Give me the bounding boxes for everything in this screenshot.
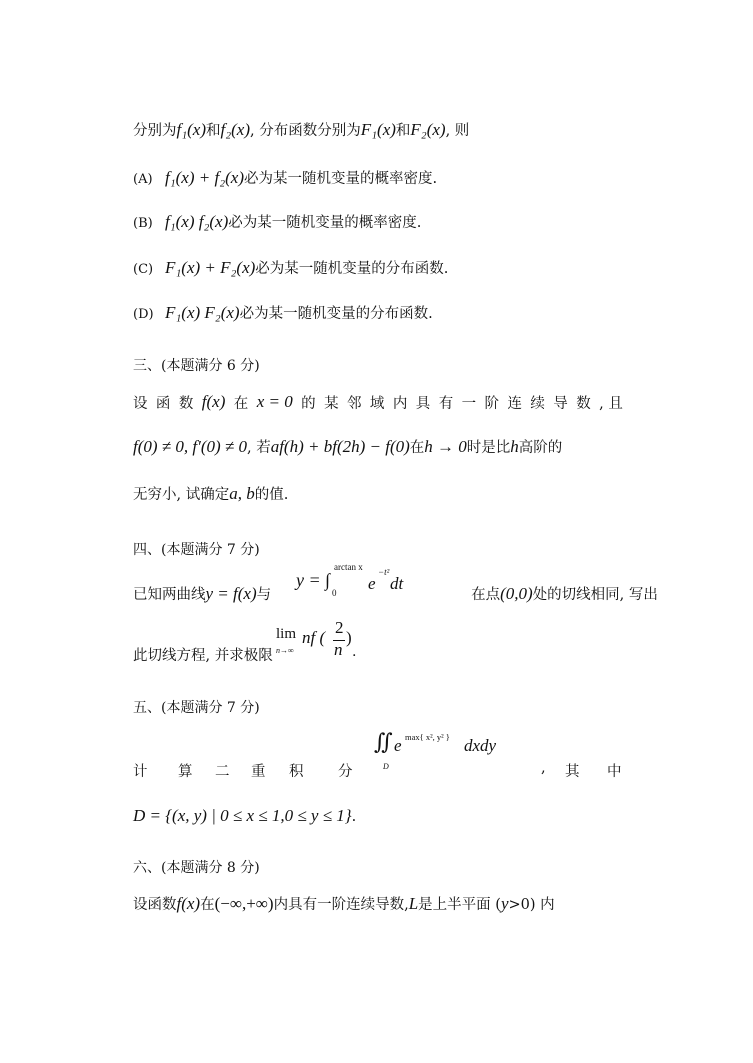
s3-word: 在	[233, 396, 249, 412]
s6-interval: (−∞,+∞)	[214, 894, 274, 913]
s3-word: 数	[178, 396, 194, 412]
section-4-heading: 四、(本题满分 7 分)	[133, 542, 260, 558]
s3-text: , 若	[246, 440, 271, 456]
s3-cond: f(0) ≠ 0, f′(0) ≠ 0	[133, 437, 247, 456]
s5-word: 分	[338, 764, 353, 780]
s5-word: 算	[178, 764, 193, 780]
s5-word: 重	[251, 764, 266, 780]
option-text: 必为某一随机变量的分布函数.	[239, 306, 433, 322]
s3-word: 导	[553, 396, 568, 412]
f2-expr: f₂(x)	[220, 120, 251, 139]
option-text: 必为某一随机变量的概率密度.	[228, 215, 422, 231]
option-expr: f₁(x) f₂(x)	[165, 212, 229, 231]
s3-word: 某	[324, 396, 339, 412]
s5-line-2	[133, 806, 356, 827]
s3-limit: h → 0	[424, 437, 467, 456]
F2-expr: F₂(x)	[410, 120, 446, 139]
f1-expr: f₁(x)	[176, 120, 207, 139]
s3-word: 连	[507, 396, 522, 412]
s3-ab: a, b	[229, 484, 255, 503]
s4-text: 与	[256, 587, 272, 603]
s4-lim: lim	[276, 626, 297, 642]
s3-line-3	[133, 484, 288, 505]
s4-curve1: y = f(x)	[205, 584, 257, 603]
s6-text: 是上半平面 (	[418, 897, 501, 913]
s4-e: e	[368, 574, 376, 593]
s5-e: e	[394, 736, 402, 755]
s3-word: 具	[415, 396, 431, 412]
s5-domain: D = {(x, y) | 0 ≤ x ≤ 1,0 ≤ y ≤ 1}	[133, 806, 352, 825]
s3-text: 时是比	[466, 440, 511, 456]
s3-text: 高阶的	[518, 440, 563, 456]
s3-line-1	[133, 392, 623, 413]
s4-upper-limit: arctan x	[334, 562, 363, 572]
s5-line-1	[133, 760, 623, 782]
s4-lim-sub: n→∞	[276, 646, 294, 655]
s4-dot: .	[352, 644, 357, 660]
s4-text: 已知两曲线	[133, 587, 206, 603]
s3-word: 续	[530, 396, 545, 412]
s3-word: 设	[133, 396, 148, 412]
s3-x0: x = 0	[256, 392, 293, 411]
s5-int-symbol: ∬	[374, 730, 393, 755]
s6-text: 内具有一阶连续导数,	[273, 897, 409, 913]
s3-text: 在	[409, 440, 425, 456]
section-3-heading: 三、(本题满分 6 分)	[133, 358, 260, 374]
option-expr: f₁(x) + f₂(x)	[165, 168, 244, 187]
s4-line-2	[133, 646, 273, 666]
then-text: , 则	[445, 123, 470, 139]
s6-text: >0) 内	[508, 897, 555, 913]
option-expr: F₁(x) F₂(x)	[165, 303, 240, 322]
s5-int-domain: D	[383, 762, 389, 771]
s3-word: 一	[461, 396, 477, 412]
s6-text: 在	[200, 897, 215, 913]
and-text-2: 和	[395, 123, 411, 139]
s5-comma: ,	[541, 760, 546, 776]
s6-L: L	[408, 894, 419, 913]
s3-line-2	[133, 437, 562, 458]
option-label: (B)	[133, 216, 153, 231]
option-label: (C)	[133, 262, 154, 277]
s5-dxdy: dxdy	[464, 736, 497, 755]
s4-dt: dt	[390, 574, 404, 593]
s5-word: 计	[133, 764, 148, 780]
s6-y: y	[500, 894, 509, 913]
s3-word: 邻	[347, 396, 362, 412]
option-label: (D)	[133, 307, 154, 322]
option-b	[133, 212, 421, 234]
s4-text: 处的切线相同, 写出	[532, 587, 658, 603]
section-5-heading: 五、(本题满分 7 分)	[133, 700, 260, 716]
s5-exponent: max{ x², y² }	[405, 732, 450, 742]
s5-zhong: 中	[607, 764, 622, 780]
s4-text: 此切线方程, 并求极限	[133, 648, 273, 664]
s4-integral	[296, 562, 416, 606]
s4-lim-expr: nf (	[302, 628, 326, 647]
s5-word: 积	[289, 764, 304, 780]
F1-expr: F₁(x)	[360, 120, 396, 139]
s5-qi: 其	[565, 764, 580, 780]
s3-text: 无穷小, 试确定	[133, 487, 230, 503]
s3-word: 域	[369, 396, 385, 412]
option-label: (A)	[133, 172, 153, 187]
s6-text: 设函数	[133, 897, 177, 913]
s3-word: 内	[392, 396, 408, 412]
s3-combo: af(h) + bf(2h) − f(0)	[270, 437, 410, 456]
intro-text: 分别为	[133, 123, 177, 139]
option-c	[133, 258, 448, 280]
s4-frac-den: n	[334, 640, 343, 659]
s3-text: 的值.	[254, 487, 289, 503]
s4-lower-limit: 0	[332, 588, 337, 598]
s5-word: 二	[215, 764, 230, 780]
s4-lim-close: )	[346, 628, 352, 647]
s3-word: 阶	[484, 396, 500, 412]
s3-word: 函	[155, 396, 171, 412]
s4-frac-num: 2	[335, 618, 344, 637]
s6-line-1	[133, 894, 555, 915]
option-d	[133, 303, 433, 325]
section-6-heading: 六、(本题满分 8 分)	[133, 860, 260, 876]
s4-point: (0,0)	[500, 584, 533, 603]
s3-h: h	[510, 437, 519, 456]
dist-text: , 分布函数分别为	[250, 123, 361, 139]
s3-word: 有	[438, 396, 454, 412]
s3-word: 的	[301, 396, 316, 412]
s4-limit	[276, 618, 358, 664]
s6-fx: f(x)	[176, 894, 201, 913]
s4-text: 在点	[471, 587, 501, 603]
option-expr: F₁(x) + F₂(x)	[165, 258, 256, 277]
option-text: 必为某一随机变量的概率密度.	[243, 171, 438, 187]
s4-exponent: −t²	[378, 567, 390, 577]
s3-word: , 且	[599, 396, 623, 412]
option-text: 必为某一随机变量的分布函数.	[255, 261, 449, 277]
s5-dot: .	[351, 809, 357, 825]
option-a	[133, 168, 437, 190]
s3-word: 数	[576, 396, 591, 412]
s3-fx: f(x)	[201, 392, 226, 411]
s4-integral-lhs: y = ∫	[296, 570, 331, 590]
intro-line	[133, 120, 469, 141]
and-text: 和	[206, 123, 221, 139]
